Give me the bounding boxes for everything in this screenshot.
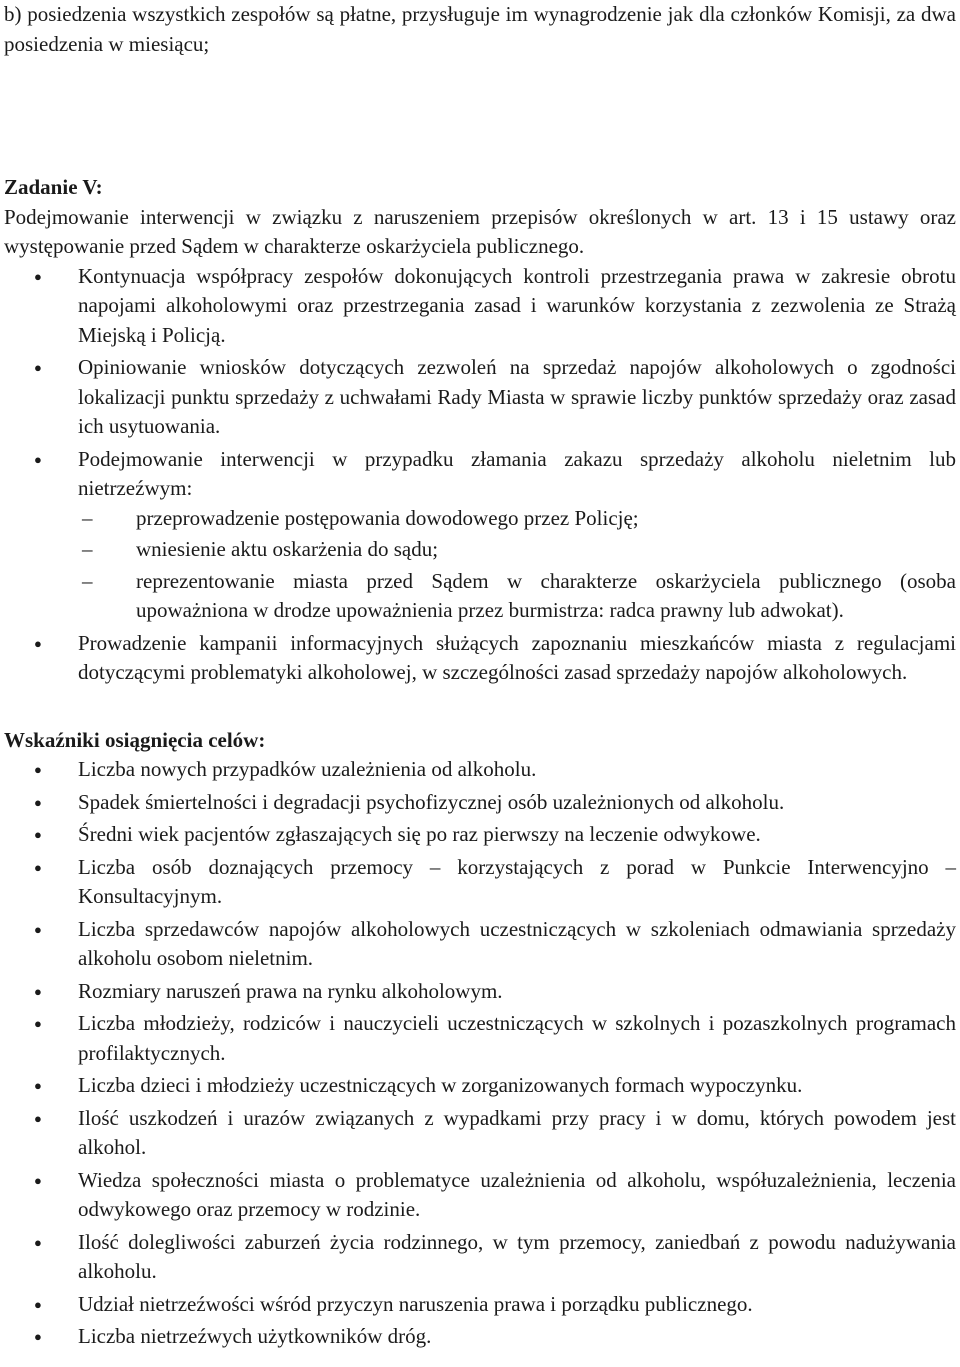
document-page: [4, 0, 956, 1352]
zadanie-subitem-text: przeprowadzenie postępowania dowodowego przez Policję;: [136, 505, 639, 530]
zadanie-subitem: [78, 504, 956, 534]
zadanie-item-text: Podejmowanie interwencji w przypadku złamania zakazu sprzedaży alkoholu nieletnim lub nietrzeźwym:: [78, 446, 956, 500]
wskaznik-item: [4, 977, 956, 1007]
zadanie-subitem-text: reprezentowanie miasta przed Sądem w charakterze oskarżyciela publicznego (osoba upoważniona w drodze upoważnienia przez burmistrza: radca prawny lub adwokat).: [136, 568, 956, 622]
zadanie-subitem: [78, 535, 956, 565]
zadanie-item: [4, 262, 956, 351]
wskaznik-item-text: Liczba młodzieży, rodziców i nauczycieli uczestniczących w szkolnych i pozaszkolnych programach profilaktycznych.: [78, 1011, 956, 1065]
wskaznik-item-text: Średni wiek pacjentów zgłaszających się po raz pierwszy na leczenie odwykowe.: [78, 822, 761, 846]
wskazniki-heading: Wskaźniki osiągnięcia celów:: [4, 727, 266, 752]
wskaznik-item: [4, 1322, 956, 1352]
wskaznik-item: [4, 788, 956, 818]
wskaznik-item-text: Udział nietrzeźwości wśród przyczyn naruszenia prawa i porządku publicznego.: [78, 1291, 753, 1316]
wskaznik-item-text: Ilość uszkodzeń i urazów związanych z wypadkami przy pracy i w domu, których powodem jest alkohol.: [78, 1105, 956, 1159]
zadanie-item-text: Kontynuacja współpracy zespołów dokonujących kontroli przestrzegania prawa w zakresie obrotu napojami alkoholowymi oraz przestrzegania zasad i warunków korzystania z zezwolenia ze Strażą Miejską i Policją.: [78, 263, 956, 347]
wskaznik-item-text: Liczba nietrzeźwych użytkowników dróg.: [78, 1324, 432, 1348]
wskaznik-item: [4, 820, 956, 850]
wskaznik-item: [4, 1104, 956, 1163]
zadanie-sublist: [78, 504, 956, 626]
wskaznik-item: [4, 1166, 956, 1225]
zadanie-item: [4, 353, 956, 442]
wskaznik-item-text: Ilość dolegliwości zaburzeń życia rodzinnego, w tym przemocy, zaniedbań z powodu nadużywania alkoholu.: [78, 1229, 956, 1283]
wskaznik-item-text: Liczba osób doznających przemocy – korzystających z porad w Punkcie Interwencyjno – Konsultacyjnym.: [78, 854, 956, 908]
zadanie-heading: Zadanie V:: [4, 175, 103, 199]
wskazniki-list: [4, 755, 956, 1352]
wskaznik-item-text: Liczba dzieci i młodzieży uczestniczących w zorganizowanych formach wypoczynku.: [78, 1073, 803, 1097]
zadanie-item: [4, 629, 956, 688]
wskaznik-item: [4, 853, 956, 912]
wskaznik-item-text: Liczba sprzedawców napojów alkoholowych uczestniczących w szkoleniach odmawiania sprzedaży alkoholu osobom nieletnim.: [78, 916, 956, 970]
zadanie-item: [4, 445, 956, 626]
wskaznik-item: [4, 755, 956, 785]
wskaznik-item-text: Rozmiary naruszeń prawa na rynku alkoholowym.: [78, 978, 503, 1003]
wskaznik-item: [4, 1228, 956, 1287]
wskaznik-item-text: Wiedza społeczności miasta o problematyce uzależnienia od alkoholu, współuzależnienia, leczenia odwykowego oraz przemocy w rodzinie.: [78, 1167, 956, 1221]
zadanie-description: Podejmowanie interwencji w związku z naruszeniem przepisów określonych w art. 13 i 15 ustawy oraz występowanie przed Sądem w charakterze oskarżyciela publicznego.: [4, 204, 956, 258]
zadanie-item-text: Opiniowanie wniosków dotyczących zezwoleń na sprzedaż napojów alkoholowych o zgodności lokalizacji punktu sprzedaży z uchwałami Rady Miasta w sprawie liczby punktów sprzedaży oraz zasad ich usytuowania.: [78, 355, 956, 438]
zadanie-item-text: Prowadzenie kampanii informacyjnych służących zapoznaniu mieszkańców miasta z regulacjami dotyczącymi problematyki alkoholowej, w szczególności zasad sprzedaży napojów alkoholowych.: [78, 630, 956, 684]
zadanie-subitem: [78, 567, 956, 626]
wskaznik-item-text: Spadek śmiertelności i degradacji psychofizycznej osób uzależnionych od alkoholu.: [78, 789, 785, 814]
zadanie-subitem-text: wniesienie aktu oskarżenia do sądu;: [136, 537, 439, 561]
wskaznik-item: [4, 1071, 956, 1101]
wskaznik-item: [4, 1290, 956, 1320]
wskaznik-item-text: Liczba nowych przypadków uzależnienia od alkoholu.: [78, 757, 537, 781]
wskaznik-item: [4, 915, 956, 974]
intro-paragraph: b) posiedzenia wszystkich zespołów są płatne, przysługuje im wynagrodzenie jak dla członków Komisji, za dwa posiedzenia w miesiącu;: [4, 2, 956, 56]
wskaznik-item: [4, 1009, 956, 1068]
zadanie-list: [4, 262, 956, 688]
